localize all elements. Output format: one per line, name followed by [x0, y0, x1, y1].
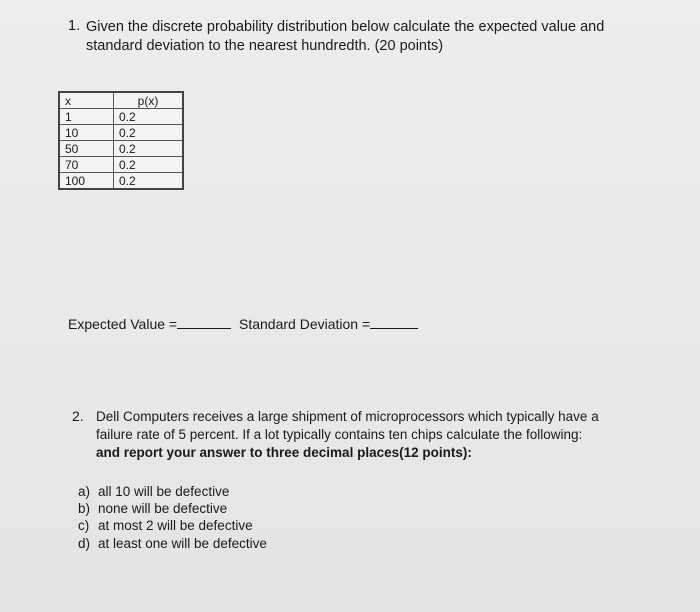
list-item [78, 484, 229, 499]
table-row [59, 157, 183, 173]
item-label: d) [78, 536, 91, 551]
item-text: none will be defective [98, 501, 228, 516]
cell-x: 50 [59, 141, 114, 157]
cell-px: 0.2 [114, 173, 184, 190]
item-text: at most 2 will be defective [98, 518, 253, 533]
header-x: x [59, 92, 114, 109]
question-1-number: 1. [68, 18, 81, 34]
table-row [59, 125, 183, 141]
question-1-text-line-2: standard deviation to the nearest hundredth. (20 points) [86, 38, 444, 54]
std-dev-label: Standard Deviation = [239, 316, 371, 332]
item-text: all 10 will be defective [98, 484, 230, 499]
std-dev-blank[interactable] [370, 316, 418, 329]
cell-px: 0.2 [114, 157, 184, 173]
question-2-text-line-3: and report your answer to three decimal places(12 points): [96, 445, 472, 460]
question-2-text-line-1: Dell Computers receives a large shipment of microprocessors which typically have a [96, 409, 599, 424]
list-item [78, 536, 267, 551]
cell-x: 1 [59, 109, 114, 125]
header-px: p(x) [114, 92, 184, 109]
item-label: a) [78, 484, 91, 499]
question-2-number: 2. [72, 408, 84, 424]
cell-x: 70 [59, 157, 114, 173]
cell-x: 100 [59, 173, 114, 190]
item-text: at least one will be defective [98, 536, 267, 551]
item-label: c) [78, 518, 90, 533]
cell-px: 0.2 [114, 109, 184, 125]
table-row [59, 109, 183, 125]
list-item [78, 518, 253, 533]
probability-distribution-table [58, 91, 184, 190]
question-1-text-line-1: Given the discrete probability distribution below calculate the expected value and [86, 19, 605, 35]
list-item [78, 501, 227, 516]
item-label: b) [78, 501, 91, 516]
table-row [59, 141, 183, 157]
expected-value-blank[interactable] [177, 316, 231, 329]
question-2-text-line-2: failure rate of 5 percent. If a lot typically contains ten chips calculate the following: [96, 427, 583, 442]
table-row [59, 173, 183, 190]
table-header-row [59, 92, 183, 109]
expected-value-label: Expected Value = [68, 316, 178, 332]
cell-x: 10 [59, 125, 114, 141]
expected-value-field [68, 316, 231, 332]
cell-px: 0.2 [114, 125, 184, 141]
cell-px: 0.2 [114, 141, 184, 157]
std-dev-field [239, 316, 418, 332]
